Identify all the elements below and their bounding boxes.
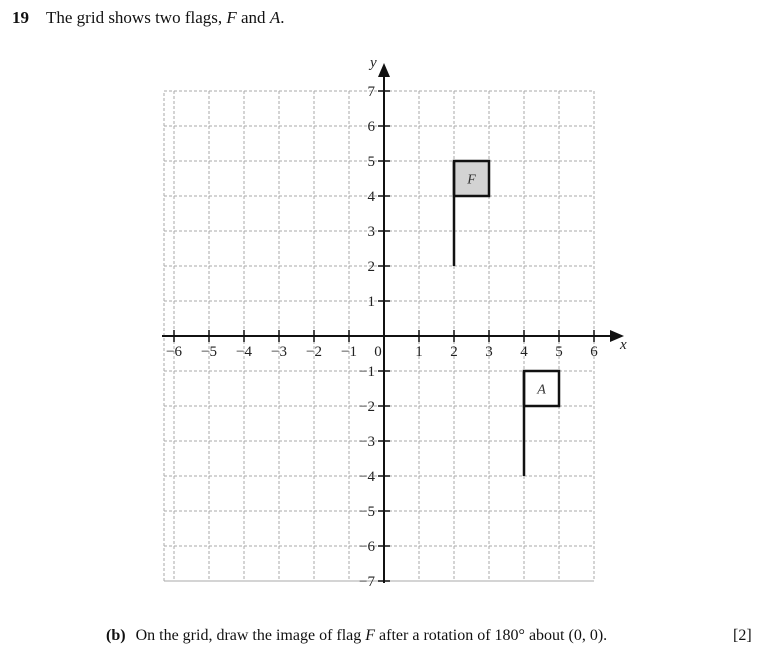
x-tick-label: 4 — [520, 344, 528, 360]
part-b-label: (b) — [106, 627, 126, 644]
x-tick-label: −3 — [271, 344, 287, 360]
y-axis-label: y — [370, 55, 377, 71]
y-tick-label: 4 — [367, 189, 375, 205]
y-tick-label: 6 — [367, 119, 375, 135]
y-tick-label: −6 — [359, 539, 375, 555]
x-tick-label: −1 — [341, 344, 357, 360]
question-text-start: The grid shows two flags, — [46, 8, 227, 27]
y-tick-label: 1 — [367, 294, 375, 310]
x-tick-label: 2 — [450, 344, 458, 360]
y-tick-label: −5 — [359, 504, 375, 520]
x-tick-label: −2 — [306, 344, 322, 360]
y-tick-label: −4 — [359, 469, 375, 485]
x-axis-label: x — [620, 337, 627, 353]
y-tick-label: −3 — [359, 434, 375, 450]
flag-f-name: F — [226, 8, 237, 27]
marks-label: [2] — [733, 627, 752, 644]
x-tick-label: 5 — [555, 344, 563, 360]
x-tick-label: −6 — [166, 344, 182, 360]
part-b-text-end: after a rotation of 180° about (0, 0). — [375, 627, 608, 644]
x-tick-label: −4 — [236, 344, 252, 360]
part-b-question — [106, 627, 607, 645]
question-text-and: and — [236, 8, 270, 27]
question-text-end: . — [280, 8, 285, 27]
question-number: 19 — [12, 8, 29, 27]
x-tick-label: −5 — [201, 344, 217, 360]
flag-a-name: A — [269, 8, 281, 27]
y-axis-arrow — [378, 63, 390, 77]
flag-f-label: F — [467, 172, 476, 188]
x-tick-label: 1 — [415, 344, 423, 360]
y-tick-label: −7 — [359, 574, 375, 590]
part-b-text-start: On the grid, draw the image of flag — [135, 627, 366, 644]
y-tick-label: −1 — [359, 364, 375, 380]
y-tick-label: 5 — [367, 154, 375, 170]
y-tick-label: 3 — [367, 224, 375, 240]
x-tick-label: 3 — [485, 344, 493, 360]
y-tick-label: 2 — [367, 259, 375, 275]
y-tick-label: −2 — [359, 399, 375, 415]
flag-a-label: A — [537, 382, 546, 398]
part-b-flag-name: F — [365, 627, 376, 644]
y-tick-label: 7 — [367, 84, 375, 100]
x-tick-label: 0 — [374, 344, 382, 360]
x-tick-label: 6 — [590, 344, 598, 360]
